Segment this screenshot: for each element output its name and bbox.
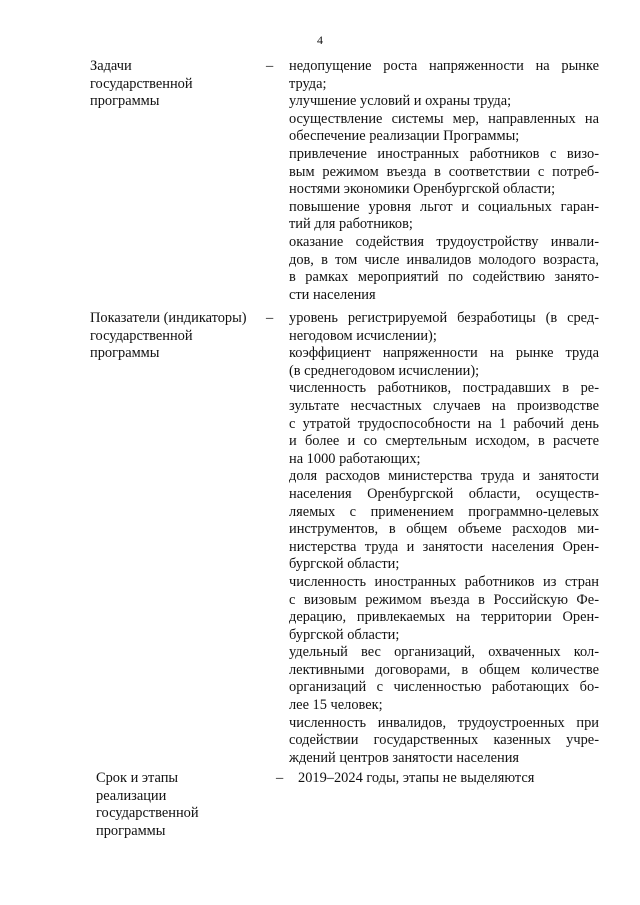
content-line: в рамках мероприятий по содействию занято- (289, 269, 599, 286)
label-line: программы (90, 345, 160, 362)
dash-separator: – (266, 310, 274, 326)
content-line: улучшение условий и охраны труда; (289, 93, 512, 110)
content-line: с утратой трудоспособности на 1 рабочий день (289, 415, 599, 432)
dash-separator: – (276, 770, 284, 786)
content-line: 2019–2024 годы, этапы не выделяются (298, 770, 535, 786)
section-content (289, 58, 599, 304)
content-line: бургской области; (289, 556, 400, 573)
content-line: сти населения (289, 286, 376, 303)
content-line: оказание содействия трудоустройству инвали- (289, 233, 599, 250)
content-line: коэффициент напряженности на рынке труда (289, 345, 599, 362)
content-line: организаций с численностью работающих бо- (289, 679, 599, 696)
content-line: удельный вес организаций, охваченных кол- (289, 644, 599, 661)
section-label (96, 770, 276, 840)
section-content (298, 770, 608, 788)
content-line: нистерства труда и занятости населения Орен- (289, 538, 599, 555)
content-line: лее 15 человек; (289, 697, 383, 714)
content-line: населения Оренбургской области, осуществ- (289, 485, 599, 502)
content-line: труда; (289, 75, 327, 92)
content-line: ждений центров занятости населения (289, 749, 520, 766)
label-line: государственной (90, 327, 193, 344)
content-line: на 1000 работающих; (289, 450, 421, 467)
content-line: численность инвалидов, трудоустроенных при (289, 714, 599, 731)
content-line: повышение уровня льгот и социальных гаран- (289, 198, 599, 215)
content-line: тий для работников; (289, 216, 413, 233)
content-line: доля расходов министерства труда и занятости (289, 468, 599, 485)
label-line: государственной (96, 805, 199, 822)
content-line: бургской области; (289, 626, 400, 643)
page-number: 4 (317, 33, 323, 47)
content-line: обеспечение реализации Программы; (289, 128, 520, 145)
content-line: недопущение роста напряженности на рынке (289, 58, 599, 74)
dash-separator: – (266, 58, 274, 74)
section-label (90, 310, 270, 363)
content-line: осуществление системы мер, направленных на (289, 110, 599, 127)
label-line: реализации (96, 787, 167, 804)
content-line: негодовом исчислении); (289, 327, 437, 344)
section-label (90, 58, 270, 111)
content-line: с визовым режимом въезда в Российскую Фе- (289, 591, 599, 608)
label-line: государственной (90, 75, 193, 92)
content-line: привлечение иностранных работников с визо- (289, 145, 599, 162)
content-line: дерацию, привлекаемых на территории Орен- (289, 609, 599, 626)
section-content (289, 310, 599, 767)
label-line: программы (90, 93, 160, 110)
content-line: численность работников, пострадавших в ре- (289, 380, 599, 397)
content-line: ностями экономики Оренбургской области; (289, 181, 556, 198)
label-line: Показатели (индикаторы) (90, 310, 247, 326)
content-line: зультате несчастных случаев на производстве (289, 397, 599, 414)
content-line: (в среднегодовом исчислении); (289, 362, 480, 379)
content-line: уровень регистрируемой безработицы (в сред- (289, 310, 599, 326)
label-line: Задачи (90, 58, 132, 74)
content-line: и более и со смертельным исходом, в расчете (289, 433, 599, 450)
content-line: дов, в том числе инвалидов молодого возраста, (289, 251, 599, 268)
label-line: программы (96, 822, 166, 839)
content-line: ляемых с применением программно-целевых (289, 503, 599, 520)
label-line: Срок и этапы (96, 770, 179, 786)
content-line: вым режимом въезда в соответствии с потреб- (289, 163, 599, 180)
content-line: инструментов, в общем объеме расходов ми- (289, 521, 599, 538)
content-line: лективными договорами, в общем количестве (289, 661, 599, 678)
content-line: численность иностранных работников из стран (289, 573, 599, 590)
content-line: содействии государственных казенных учре- (289, 732, 599, 749)
